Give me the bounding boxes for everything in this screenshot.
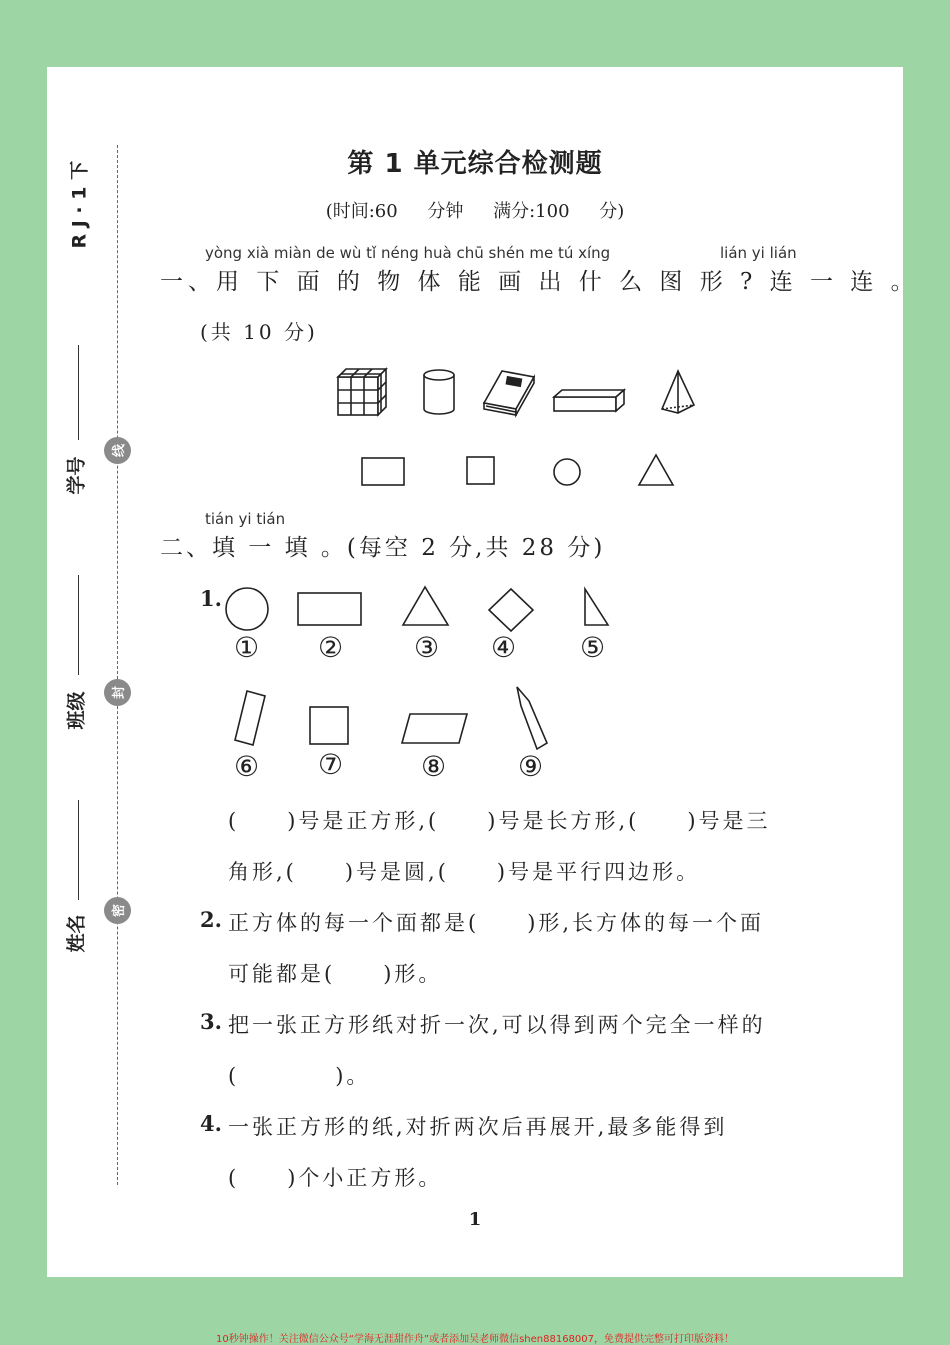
label-5: ⑤ — [580, 631, 606, 664]
label-9: ⑨ — [518, 750, 544, 783]
section2-heading: 二、填 一 填 。(每空 2 分,共 28 分) — [160, 535, 606, 561]
shape-7-square — [310, 707, 348, 744]
cylinder-icon[interactable] — [424, 370, 454, 414]
q1-number: 1. — [200, 586, 222, 611]
label-2: ② — [318, 631, 344, 664]
q4-line1[interactable]: 一张正方形的纸,对折两次后再展开,最多能得到 — [228, 1115, 728, 1139]
q3-number: 3. — [200, 1009, 222, 1034]
shape-5-right-triangle — [585, 589, 608, 625]
label-3: ③ — [414, 631, 440, 664]
label-8: ⑧ — [421, 750, 447, 783]
shape-3-triangle — [403, 587, 448, 625]
label-7: ⑦ — [318, 748, 344, 781]
shapes-row — [357, 449, 687, 489]
seal-mark-seal: 封 — [104, 679, 131, 706]
edition-label: R J · 1 下 — [68, 160, 91, 249]
triangle-shape[interactable] — [639, 455, 673, 485]
square-shape[interactable] — [467, 457, 494, 484]
q4-line2[interactable]: ( )个小正方形。 — [228, 1166, 443, 1190]
section1-score: (共 10 分) — [200, 320, 318, 344]
class-label: 班级 — [65, 691, 88, 730]
section1-pinyin: yòng xià miàn de wù tǐ néng huà chū shén me tú xíng — [205, 244, 611, 262]
page-subtitle: (时间:60 分钟 满分:100 分) — [325, 201, 625, 222]
q1-line1[interactable]: ( )号是正方形,( )号是长方形,( )号是三 — [228, 809, 771, 833]
shape-9-slanted-parallelogram — [517, 687, 547, 749]
q2-line1[interactable]: 正方体的每一个面都是( )形,长方体的每一个面 — [228, 911, 765, 935]
q1-shapes — [217, 579, 617, 759]
label-1: ① — [234, 631, 260, 664]
circle-shape[interactable] — [554, 459, 580, 485]
label-4: ④ — [491, 631, 517, 664]
shape-6-slanted-rectangle — [239, 689, 265, 745]
q3-line1[interactable]: 把一张正方形纸对折一次,可以得到两个完全一样的 — [228, 1013, 766, 1037]
pyramid-icon[interactable] — [662, 371, 694, 413]
shape-2-rectangle — [298, 593, 361, 625]
section1-pinyin-b: lián yi lián — [720, 244, 797, 262]
q2-number: 2. — [200, 907, 222, 932]
promo-footer: 10秒钟操作！关注微信公众号“学海无涯甜作舟”或者添加吴老师微信shen88168007，免费提供完整可打印版资料！ — [215, 1334, 735, 1345]
shape-4-diamond — [489, 589, 533, 631]
rectangular-prism-icon[interactable] — [554, 390, 624, 411]
page-number: 1 — [468, 1209, 482, 1230]
shape-1-circle — [226, 588, 268, 630]
q3-line2[interactable]: ( )。 — [228, 1064, 371, 1088]
name-label: 姓名 — [65, 914, 88, 953]
content-area — [47, 67, 919, 1277]
q4-number: 4. — [200, 1111, 222, 1136]
seal-mark-secret: 密 — [104, 897, 131, 924]
section1-heading: 一、用 下 面 的 物 体 能 画 出 什 么 图 形 ? 连 一 连 。 — [160, 269, 919, 295]
student-id-label: 学号 — [65, 456, 88, 495]
page-title: 第 1 单元综合检测题 — [347, 149, 603, 179]
label-6: ⑥ — [234, 750, 260, 783]
shape-8-parallelogram — [402, 714, 467, 743]
rectangle-shape[interactable] — [362, 458, 404, 485]
dictionary-book-icon[interactable] — [484, 371, 534, 415]
q2-line2[interactable]: 可能都是( )形。 — [228, 962, 443, 986]
seal-mark-line: 线 — [104, 437, 131, 464]
section2-pinyin: tián yi tián — [205, 510, 286, 528]
q1-line2[interactable]: 角形,( )号是圆,( )号是平行四边形。 — [228, 860, 701, 884]
rubik-cube-icon[interactable] — [338, 369, 386, 415]
objects-row — [332, 365, 702, 420]
